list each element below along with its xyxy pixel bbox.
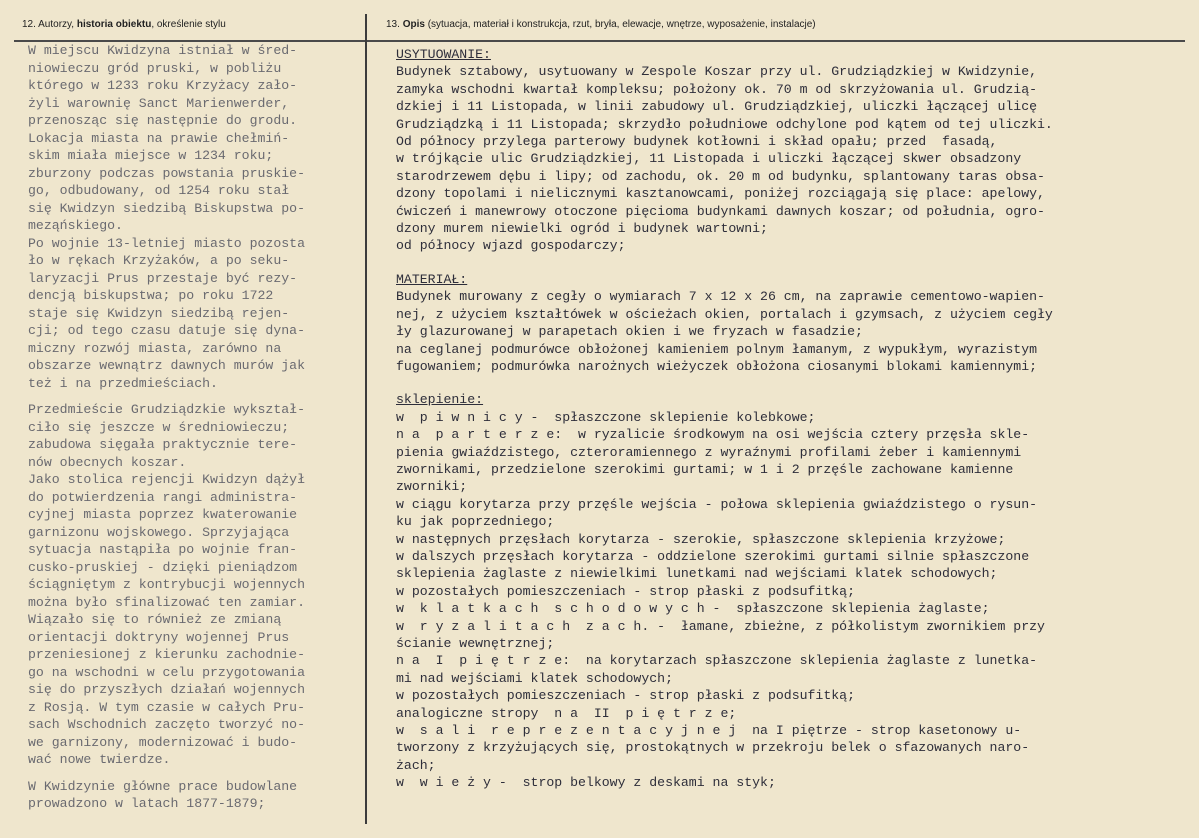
history-line: ciło się jeszcze w średniowieczu;	[28, 419, 290, 435]
description-line: fugowaniem; podmurówka narożnych wieżyczek obłożona ciosanymi blokami kamiennymi;	[396, 358, 1038, 374]
history-line: też i na przedmieściach.	[28, 375, 218, 391]
history-line: orientacji doktryny wojennej Prus	[28, 629, 290, 645]
history-line: przenosząc się następnie do grodu.	[28, 113, 298, 128]
right-header-label-bold: Opis	[402, 19, 425, 30]
description-line: zamyka wschodni kwartał kompleksu; położony ok. 70 m od skrzyżowania ul. Grudzią-	[396, 81, 1038, 97]
history-paragraph	[28, 778, 368, 813]
history-line: obszarze wewnątrz dawnych murów jak	[28, 358, 305, 373]
description-line: nej, z użyciem kształtówek w ościeżach okien, portalach i gzymsach, z użyciem cegły	[396, 306, 1053, 322]
section-title: MATERIAŁ:	[396, 271, 468, 287]
description-section	[396, 271, 1186, 375]
description-line: ćwiczeń i manewrowy otoczone pięcioma budynkami dawnych koszar; od południa, ogro-	[396, 203, 1045, 219]
history-line: Przedmieście Grudziądzkie wykształ-	[28, 402, 305, 417]
description-line: w k l a t k a c h s c h o d o w y c h - spłaszczone sklepienia żaglaste;	[396, 601, 990, 617]
description-section	[396, 391, 1186, 791]
section-gap	[396, 379, 1186, 391]
history-line: którego w 1233 roku Krzyżacy zało-	[28, 78, 298, 93]
history-line: z Rosją. W tym czasie w całych Pru-	[28, 699, 305, 715]
history-line: laryzacji Prus przestaje być rezy-	[28, 270, 298, 286]
description-line: n a p a r t e r z e: w ryzalicie środkowym na osi wejścia cztery przęsła skle-	[396, 427, 1030, 443]
description-line: mi nad wejściami klatek schodowych;	[396, 670, 673, 686]
history-line: żyli warownię Sanct Marienwerder,	[28, 95, 290, 111]
history-line: się do przyszłych działań wojennych	[28, 682, 305, 697]
description-line: żach;	[396, 757, 436, 773]
section-title: sklepienie:	[396, 392, 484, 408]
history-line: ło w rękach Krzyżaków, a po seku-	[28, 253, 290, 268]
description-line: n a I p i ę t r z e: na korytarzach spłaszczone sklepienia żaglaste z lunetka-	[396, 653, 1038, 669]
description-line: dzony murem niewielki ogród i budynek wartowni;	[396, 221, 768, 237]
history-line: niowieczu gród pruski, w pobliżu	[28, 60, 282, 76]
history-line: W Kwidzynie główne prace budowlane	[28, 778, 298, 794]
history-line: Wiązało się to również ze zmianą	[28, 612, 282, 627]
description-section	[396, 46, 1186, 255]
history-line: garnizonu wojskowego. Sprzyjająca	[28, 524, 290, 540]
history-line: miczny rozwój miasta, zarówno na	[28, 340, 282, 356]
description-line: Grudziądzką i 11 Listopada; skrzydło południowe odchylone pod kątem od tej uliczki.	[396, 116, 1053, 132]
left-header-number: 12.	[22, 19, 36, 30]
description-line: Budynek murowany z cegły o wymiarach 7 x 12 x 26 cm, na zaprawie cementowo-wapien-	[396, 289, 1045, 305]
description-line: w w i e ż y - strop belkowy z deskami na styk;	[396, 775, 776, 791]
section-title: USYTUOWANIE:	[396, 47, 491, 62]
description-line: od północy wjazd gospodarczy;	[396, 238, 626, 254]
right-header-label: (sytuacja, materiał i konstrukcja, rzut, bryła, elewacje, wnętrze, wyposażenie, instalacje)	[424, 19, 816, 30]
description-line: w p i w n i c y - spłaszczone sklepienie kolebkowe;	[396, 409, 816, 425]
header-bar	[14, 14, 1185, 42]
description-line: analogiczne stropy n a II p i ę t r z e;	[396, 705, 737, 721]
history-line: wać nowe twierdze.	[28, 752, 171, 767]
left-column-header	[22, 19, 226, 30]
history-line: skim miała miejsce w 1234 roku;	[28, 148, 274, 163]
description-line: w trójkącie ulic Grudziądzkiej, 11 Listopada i uliczki łączącej skwer obsadzony	[396, 151, 1022, 167]
left-header-label-2: , określenie stylu	[151, 19, 226, 30]
history-line: nów obecnych koszar.	[28, 454, 187, 470]
right-column-header	[386, 19, 816, 30]
history-line: cji; od tego czasu datuje się dyna-	[28, 323, 305, 338]
description-line: starodrzewem dębu i lipy; od zachodu, ok. 20 m od budynku, splantowany taras obsa-	[396, 168, 1045, 184]
section-gap	[396, 259, 1186, 271]
history-line: go, odbudowany, od 1254 roku stał	[28, 183, 290, 198]
history-line: go na wschodni w celu przygotowania	[28, 664, 305, 680]
history-line: sytuacja nastąpiła po wojnie fran-	[28, 542, 298, 557]
left-header-label-1: Autorzy,	[38, 19, 77, 30]
history-paragraph	[28, 401, 368, 769]
history-line: można było sfinalizować ten zamiar.	[28, 594, 305, 610]
history-line: Lokacja miasta na prawie chełmiń-	[28, 130, 290, 146]
description-line: w dalszych przęsłach korytarza - oddzielone szerokimi gurtami silnie spłaszczone	[396, 548, 1030, 564]
description-line: Od północy przylega parterowy budynek kotłowni i skład opału; przed fasadą,	[396, 134, 998, 150]
description-line: w s a l i r e p r e z e n t a c y j n e j na I piętrze - strop kasetonowy u-	[396, 723, 1022, 739]
description-line: w pozostałych pomieszczeniach - strop płaski z podsufitką;	[396, 688, 855, 704]
description-line: w ciągu korytarza przy przęśle wejścia - połowa sklepienia gwiaździstego o rysun-	[396, 496, 1038, 512]
description-line: w pozostałych pomieszczeniach - strop płaski z podsufitką;	[396, 583, 855, 599]
history-line: przeniesionej z kierunku zachodnie-	[28, 647, 305, 662]
history-line: do potwierdzenia rangi administra-	[28, 489, 298, 505]
history-line: sach Wschodnich zaczęto tworzyć no-	[28, 717, 305, 732]
history-line: meząńskiego.	[28, 218, 123, 233]
history-line: Po wojnie 13-letniej miasto pozosta	[28, 235, 305, 251]
history-line: cyjnej miasta poprzez kwaterowanie	[28, 507, 298, 522]
history-column	[28, 42, 368, 822]
description-line: zwornikami, przedzielone szerokimi gurtami; w 1 i 2 przęśle zachowane kamienne	[396, 461, 1014, 477]
description-line: zworniki;	[396, 479, 468, 495]
description-line: pienia gwiaździstego, czteroramiennego z wyraźnymi profilami żeber i kamiennymi	[396, 444, 1022, 460]
history-line: cusko-pruskiej - dzięki pieniądzom	[28, 559, 298, 575]
history-line: staje się Kwidzyn siedzibą rejen-	[28, 305, 290, 321]
description-line: w następnych przęsłach korytarza - szerokie, spłaszczone sklepienia krzyżowe;	[396, 531, 1006, 547]
description-line: dzkiej i 11 Listopada, w linii zabudowy ul. Grudziądzkiej, uliczki łączącej ulicę	[396, 99, 1038, 115]
history-line: we garnizony, modernizować i budo-	[28, 734, 298, 750]
description-line: ku jak poprzedniego;	[396, 514, 555, 530]
history-line: dencją biskupstwa; po roku 1722	[28, 288, 274, 303]
history-line: Jako stolica rejencji Kwidzyn dążył	[28, 472, 305, 487]
right-header-number: 13.	[386, 19, 400, 30]
history-line: zburzony podczas powstania pruskie-	[28, 165, 305, 181]
history-line: W miejscu Kwidzyna istniał w śred-	[28, 43, 298, 58]
description-line: tworzony z krzyżujących się, prostokątnych w przekroju belek o sfazowanych naro-	[396, 740, 1030, 756]
history-paragraph	[28, 42, 368, 392]
left-header-label-bold: historia obiektu	[76, 19, 152, 30]
description-line: sklepienia żaglaste z niewielkimi lunetkami nad wejściami klatek schodowych;	[396, 566, 998, 582]
history-line: prowadzono w latach 1877-1879;	[28, 796, 266, 811]
description-line: Budynek sztabowy, usytuowany w Zespole Koszar przy ul. Grudziądzkiej w Kwidzynie,	[396, 64, 1038, 80]
description-line: dzony topolami i nielicznymi kasztanowcami, poniżej rozciągają się place: apelowy,	[396, 186, 1045, 202]
description-line: na ceglanej podmurówce obłożonej kamieniem polnym łamanym, z wypukłym, wyrazistym	[396, 341, 1038, 357]
history-line: ściągniętym z kontrybucji wojennych	[28, 577, 305, 592]
history-line: się Kwidzyn siedzibą Biskupstwa po-	[28, 200, 305, 216]
description-column	[396, 46, 1186, 796]
description-line: w r y z a l i t a c h z a c h. - łamane, zbieżne, z półkolistym zwornikiem przy	[396, 618, 1045, 634]
description-line: ły glazurowanej w parapetach okien i we fryzach w fasadzie;	[396, 324, 863, 340]
history-line: zabudowa sięgała praktycznie tere-	[28, 437, 298, 452]
description-line: ścianie wewnętrznej;	[396, 636, 555, 651]
